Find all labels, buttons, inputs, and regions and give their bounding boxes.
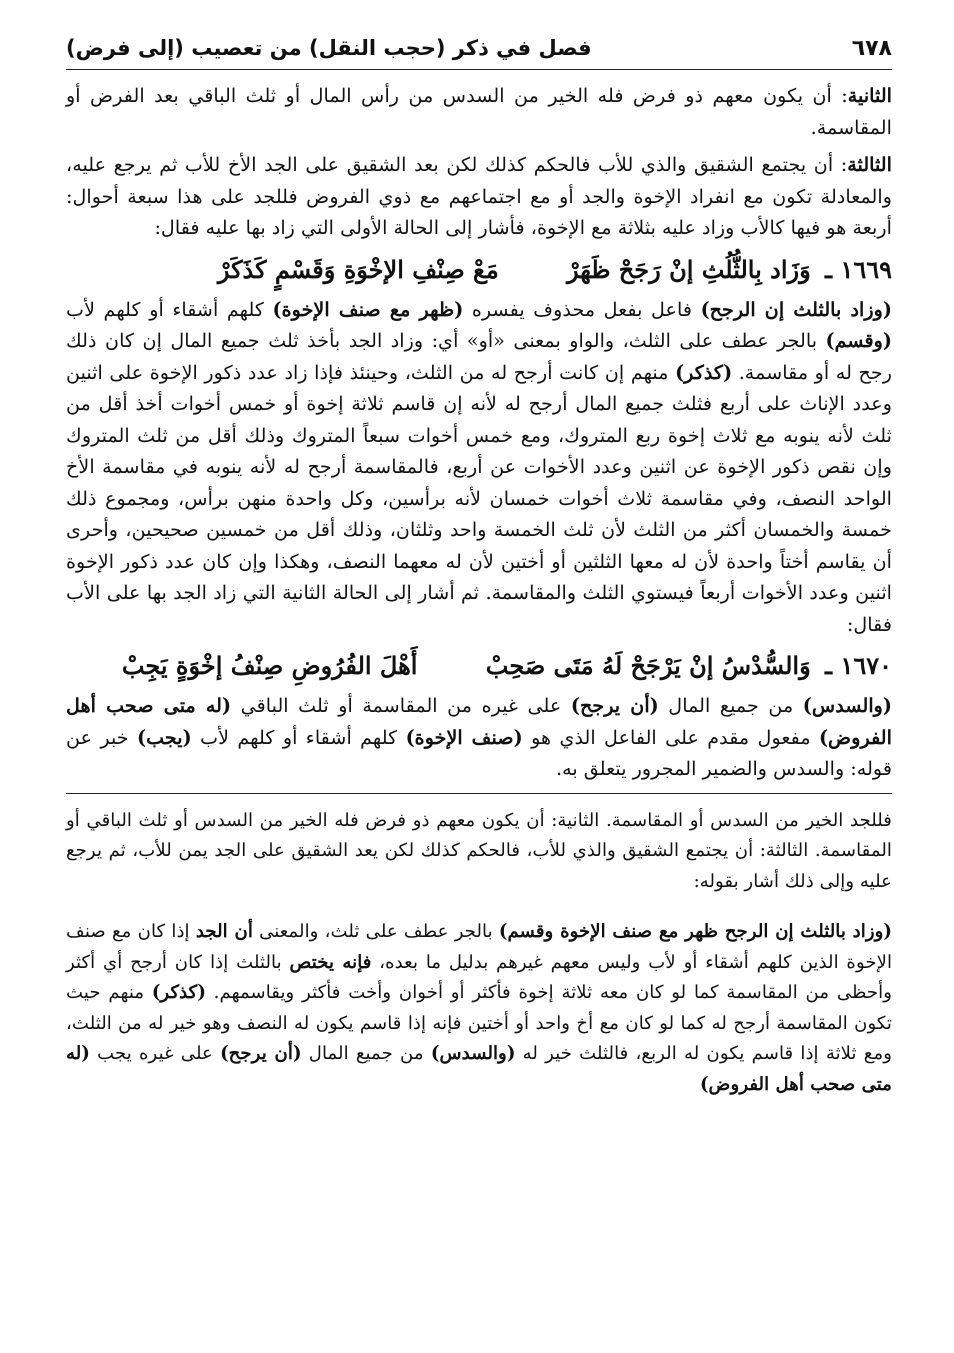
verse-number: ١٦٦٩ ـ [825, 254, 892, 284]
commentary-text: من جميع المال [658, 694, 803, 717]
footnote-text: من جميع المال [301, 1043, 431, 1064]
bold-phrase: (أن يرجح) [220, 1043, 302, 1064]
footnote-text: إذا كان مع صنف الإخوة الذين كلهم أشقاء أو لأب وليس معهم غيرهم بدليل ما بعده، [66, 921, 893, 973]
verse-first-hemistich: وَالسُّدْسُ إنْ يَرْجَحْ لَهُ مَتَى صَحِبْ [485, 651, 811, 680]
verse-second-hemistich: أَهْلَ الفُرُوضِ صِنْفُ إخْوَةٍ يَجِبْ [121, 651, 418, 680]
bold-phrase: (له متى صحب أهل الفروض) [66, 694, 892, 749]
paragraph-second-case [66, 80, 892, 143]
bold-phrase: (له متى صحب أهل الفروض) [66, 1043, 892, 1095]
footnote-text: بالثلث إذا كان أرجح أي أكثر وأحظى من المقاسمة كما لو كان معه ثلاثة إخوة فأكثر أو أخوان وأخت فأكثر ويقاسمهم. [66, 951, 893, 1003]
running-title: فصل في ذكر (حجب النقل) من تعصيب (إلى فرض) [66, 36, 592, 60]
case-label: الثانية [847, 84, 892, 107]
bold-phrase: فإنه يختص [289, 951, 372, 973]
verse-second-hemistich: مَعْ صِنْفِ الإخْوَةِ وَقَسْمٍ كَذَكَرْ [217, 254, 499, 284]
bold-phrase: (كذكر) [151, 982, 206, 1003]
commentary-text: كلهم أشقاء أو كلهم لأب [191, 725, 406, 749]
footnote-text: على غيره يجب [89, 1043, 221, 1064]
commentary-text: منهم إن كانت أرجح له من الثلث، وحينئذ فإذا زاد عدد ذكور الإخوة على اثنين وعدد الإناث على أربع فثلث جميع المال أرجح له لأنه إن قاسم ثلاثة إخوة أو خمس أخوات أخذ أقل من ثلث لأنه ينوبه مع ثلاث إخوة ربع المتروك، ومع خمس أخوات سبعاً المتروك وذلك أقل من ثلث المتروك وإن نقص ذكور الإخوة عن اثنين وعدد الأخوات عن أربع، فالمقاسمة أرجح له لأنه ينوبه في مقاسمة الأخ الواحد النصف، وفي مقاسمة ثلاث أخوات خمسان لأنه برأسين، وكل واحدة منهن برأس، ومجموع ذلك خمسة والخمسان أكثر من الثلث لأن ثلث الخمسة واحد وثلثان، وذلك أقل من خمسين صحيحين، وأحرى أن يقاسم أختاً واحدة لأن له معها الثلثين أو أختين لأن له معهما النصف، وهكذا وإن كان عدد ذكور الإخوة اثنين وعدد الأخوات أربعاً فيستوي الثلث والمقاسمة. ثم أشار إلى الحالة الثانية التي زاد الجد بها على الأب فقال: [66, 360, 892, 636]
paragraph-text: : أن يجتمع الشقيق والذي للأب فالحكم كذلك لكن بعد الشقيق على الجد الأخ للأب ثم يرجع عليه، والمعادلة تكون مع انفراد الإخوة والجد أو مع اجتماعهم مع ذوي الفروض فللجد على هذا سبعة أحوال: أربعة هو فيها كالأب وزاد عليه بثلاثة مع الإخوة، فأشار إلى الحالة الأولى التي زاد بها عليه فقال: [66, 153, 892, 239]
verse-1669 [66, 250, 892, 290]
commentary-text: كلهم أشقاء أو كلهم لأب [66, 297, 273, 321]
bold-phrase: (صنف الإخوة) [405, 725, 523, 749]
bold-phrase: (وزاد بالثلث إن الرجح ظهر مع صنف الإخوة وقسم) [498, 921, 892, 942]
bold-phrase: (والسدس) [430, 1043, 516, 1064]
commentary-text: بالجر عطف على الثلث، والواو بمعنى «أو» أي: وزاد الجد بأخذ ثلث جميع المال إن كان ذلك رجح له أو مقاسمة. [66, 329, 892, 384]
bold-phrase: (وزاد بالثلث إن الرجح) [700, 297, 892, 321]
verse-first-hemistich: وَزَاد بِالثُّلُثِ إنْ رَجَحْ ظَهَرْ [567, 254, 811, 284]
commentary-1670 [66, 690, 892, 785]
verse-1670 [66, 646, 892, 686]
bold-phrase: (كذكر) [675, 360, 733, 384]
paragraph-third-case [66, 149, 892, 244]
bold-phrase: (أن يرجح) [570, 694, 659, 717]
page-number: ٦٧٨ [851, 36, 892, 61]
page-header [66, 36, 892, 70]
commentary-text: خبر عن قوله: والسدس والضمير المجرور يتعلق به. [66, 725, 892, 780]
commentary-text: مفعول مقدم على الفاعل الذي هو [522, 725, 819, 749]
footnotes [66, 806, 892, 1101]
main-text [66, 80, 892, 785]
footnote-text: منهم حيث تكون المقاسمة أرجح له كما لو كان مع أخ واحد أو أختين فإنه إذا قاسم يكون له النصف وهو خير له من الثلث، ومع ثلاثة إذا قاسم يكون له الربع، فالثلث خير له [66, 982, 892, 1064]
verse-number: ١٦٧٠ ـ [825, 651, 892, 680]
commentary-text: على غيره من المقاسمة أو ثلث الباقي [231, 694, 571, 717]
footnote-2 [66, 917, 892, 1100]
footnote-1: فللجد الخير من السدس أو المقاسمة. الثانية: أن يكون معهم ذو فرض فله الخير من السدس أو ثلث الباقي أو المقاسمة. الثالثة: أن يجتمع الشقيق والذي للأب، فالحكم كذلك لكن يعد الشقيق على الجد يمن للأب، ثم يرجع عليه وإلى ذلك أشار بقوله: [66, 809, 892, 892]
bold-phrase: (والسدس) [802, 694, 893, 717]
footnote-divider [66, 793, 892, 794]
commentary-text: فاعل بفعل محذوف يفسره [463, 297, 701, 321]
case-label: الثالثة [847, 153, 892, 176]
bold-phrase: (ظهر مع صنف الإخوة) [272, 297, 464, 321]
footnote-text: بالجر عطف على ثلث، والمعنى [252, 921, 499, 942]
bold-phrase: (يجب) [136, 725, 192, 749]
commentary-1669 [66, 294, 892, 641]
bold-phrase: أن الجد [195, 921, 253, 942]
bold-phrase: (وقسم) [825, 329, 892, 352]
paragraph-text: : أن يكون معهم ذو فرض فله الخير من السدس من رأس المال أو ثلث الباقي بعد الفرض أو المقاسمة. [66, 84, 892, 139]
